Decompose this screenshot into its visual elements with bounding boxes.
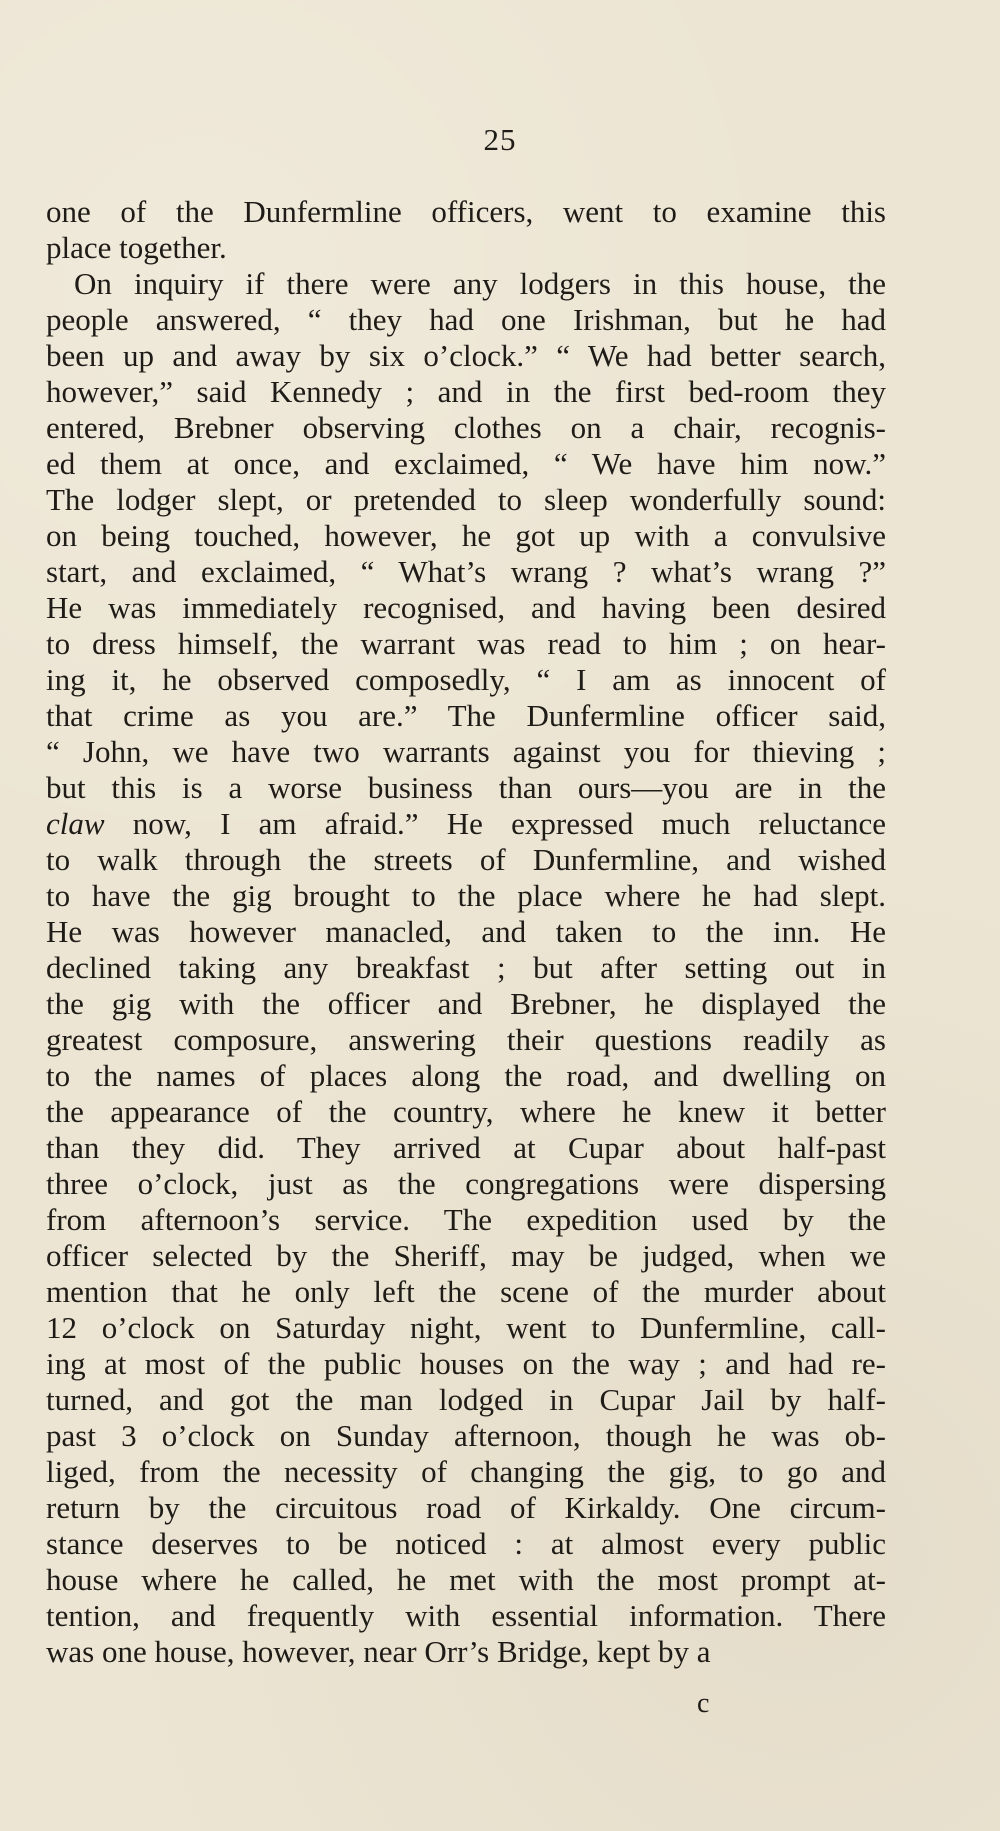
- text-line-8: ed them at once, and exclaimed, “ We have him now.”: [46, 446, 886, 481]
- text-line-5: been up and away by six o’clock.” “ We had better search,: [46, 338, 886, 373]
- page-number: 25: [483, 122, 517, 157]
- text-line-4: people answered, “ they had one Irishman, but he had: [46, 302, 886, 337]
- text-line-31: mention that he only left the scene of the murder about: [46, 1274, 886, 1309]
- body-text: [46, 194, 886, 1670]
- text-line-1: one of the Dunfermline officers, went to examine this: [46, 194, 886, 229]
- text-line-10: on being touched, however, he got up with a convulsive: [46, 518, 886, 553]
- text-line-33: ing at most of the public houses on the way ; and had re-: [46, 1346, 886, 1381]
- text-line-7: entered, Brebner observing clothes on a chair, recognis-: [46, 410, 886, 445]
- text-line-17: but this is a worse business than ours—you are in the: [46, 770, 886, 805]
- text-line-18-rest: now, I am afraid.” He expressed much reluctance: [132, 806, 886, 841]
- text-line-12: He was immediately recognised, and having been desired: [46, 590, 886, 625]
- text-line-29: from afternoon’s service. The expedition used by the: [46, 1202, 886, 1237]
- signature-mark: c: [697, 1688, 710, 1719]
- text-line-22: declined taking any breakfast ; but after setting out in: [46, 950, 886, 985]
- text-line-9: The lodger slept, or pretended to sleep wonderfully sound:: [46, 482, 886, 517]
- text-line-13: to dress himself, the warrant was read to him ; on hear-: [46, 626, 886, 661]
- text-line-3: On inquiry if there were any lodgers in this house, the: [74, 266, 886, 301]
- text-line-32: 12 o’clock on Saturday night, went to Dunfermline, call-: [46, 1310, 886, 1345]
- text-line-18: [46, 806, 886, 842]
- text-line-28: three o’clock, just as the congregations were dispersing: [46, 1166, 886, 1201]
- text-line-20: to have the gig brought to the place where he had slept.: [46, 878, 886, 913]
- text-line-27: than they did. They arrived at Cupar about half-past: [46, 1130, 886, 1165]
- text-line-23: the gig with the officer and Brebner, he displayed the: [46, 986, 886, 1021]
- text-line-11: start, and exclaimed, “ What’s wrang ? what’s wrang ?”: [46, 554, 886, 589]
- italic-word-claw: claw: [46, 806, 105, 841]
- text-line-36: liged, from the necessity of changing the gig, to go and: [46, 1454, 886, 1489]
- text-line-26: the appearance of the country, where he knew it better: [46, 1094, 886, 1129]
- text-line-34: turned, and got the man lodged in Cupar Jail by half-: [46, 1382, 886, 1417]
- text-line-15: that crime as you are.” The Dunfermline officer said,: [46, 698, 886, 733]
- text-line-2: place together.: [46, 230, 227, 265]
- text-line-24: greatest composure, answering their questions readily as: [46, 1022, 886, 1057]
- text-line-38: stance deserves to be noticed : at almost every public: [46, 1526, 886, 1561]
- text-line-39: house where he called, he met with the most prompt at-: [46, 1562, 886, 1597]
- text-line-30: officer selected by the Sheriff, may be judged, when we: [46, 1238, 886, 1273]
- text-line-37: return by the circuitous road of Kirkaldy. One circum-: [46, 1490, 886, 1525]
- text-line-19: to walk through the streets of Dunfermline, and wished: [46, 842, 886, 877]
- text-line-35: past 3 o’clock on Sunday afternoon, though he was ob-: [46, 1418, 886, 1453]
- text-line-6: however,” said Kennedy ; and in the first bed-room they: [46, 374, 886, 409]
- text-line-21: He was however manacled, and taken to the inn. He: [46, 914, 886, 949]
- text-line-16: “ John, we have two warrants against you for thieving ;: [46, 734, 886, 769]
- text-line-40: tention, and frequently with essential information. There: [46, 1598, 886, 1633]
- text-line-25: to the names of places along the road, and dwelling on: [46, 1058, 886, 1093]
- text-line-41: was one house, however, near Orr’s Bridge, kept by a: [46, 1634, 711, 1669]
- text-line-14: ing it, he observed composedly, “ I am as innocent of: [46, 662, 886, 697]
